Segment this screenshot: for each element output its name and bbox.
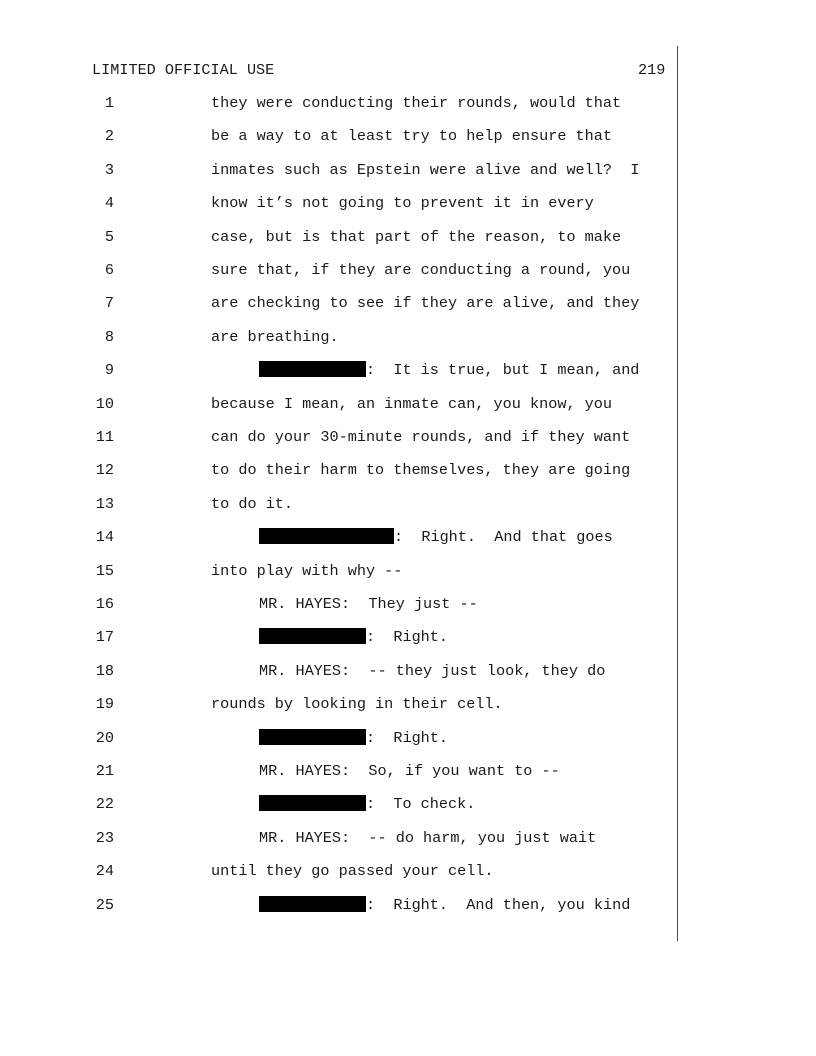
line-content: be a way to at least try to help ensure that (211, 127, 613, 146)
transcript-line (0, 528, 816, 548)
line-number: 21 (95, 762, 114, 780)
transcript-line (0, 562, 816, 582)
line-content: : To check. (366, 795, 476, 814)
line-text (211, 428, 630, 446)
transcript-line (0, 428, 816, 448)
transcript-line (0, 294, 816, 314)
line-number: 24 (95, 862, 114, 881)
transcript-line (0, 461, 816, 481)
line-text (211, 395, 612, 413)
line-number: 5 (104, 227, 114, 246)
transcript-line (0, 228, 816, 248)
line-text (211, 495, 293, 513)
line-number: 15 (95, 561, 114, 580)
line-content: : Right. (366, 628, 449, 647)
transcript-line (0, 695, 816, 715)
line-text (211, 161, 639, 179)
transcript-line (0, 194, 816, 214)
line-text (211, 194, 594, 212)
line-text (211, 228, 621, 246)
transcript-line (0, 862, 816, 882)
line-number: 22 (95, 795, 114, 814)
line-number: 11 (95, 428, 114, 446)
classification-header: LIMITED OFFICIAL USE (92, 61, 275, 79)
line-number: 1 (104, 94, 114, 112)
redaction-box (259, 361, 366, 377)
transcript-line (0, 662, 816, 682)
transcript-line (0, 628, 816, 648)
line-text (211, 94, 621, 112)
line-number: 7 (104, 294, 114, 313)
line-content: to do it. (211, 494, 294, 513)
redaction-box (259, 528, 394, 544)
line-text (259, 595, 478, 613)
transcript-line (0, 795, 816, 815)
line-number: 20 (95, 728, 114, 747)
line-number: 13 (95, 494, 114, 513)
line-content: MR. HAYES: -- they just look, they do (259, 661, 606, 680)
transcript-line (0, 328, 816, 348)
page-number: 219 (638, 61, 666, 79)
line-content: MR. HAYES: So, if you want to -- (259, 762, 560, 780)
line-text (211, 294, 639, 312)
speaker-line (259, 896, 630, 914)
line-number: 17 (95, 628, 114, 647)
line-number: 4 (104, 194, 114, 213)
line-content: : Right. And that goes (394, 528, 613, 547)
line-content: MR. HAYES: They just -- (259, 595, 478, 613)
transcript-line (0, 495, 816, 515)
speaker-line (259, 729, 448, 747)
line-content: are checking to see if they are alive, and they (211, 294, 640, 313)
transcript-line (0, 261, 816, 281)
line-number: 9 (104, 361, 114, 380)
line-number: 3 (104, 160, 114, 179)
speaker-line (259, 528, 613, 546)
line-content: : It is true, but I mean, and (366, 361, 640, 380)
line-content: rounds by looking in their cell. (211, 695, 503, 714)
transcript-line (0, 127, 816, 147)
line-content: because I mean, an inmate can, you know, you (211, 394, 613, 413)
transcript-line (0, 595, 816, 615)
line-number: 14 (95, 528, 114, 547)
line-content: can do your 30-minute rounds, and if they want (211, 428, 631, 446)
line-content: until they go passed your cell. (211, 862, 494, 881)
line-text (211, 695, 503, 713)
line-content: inmates such as Epstein were alive and well? I (211, 160, 640, 179)
redaction-box (259, 896, 366, 912)
line-number: 2 (104, 127, 114, 146)
transcript-line (0, 361, 816, 381)
line-number: 23 (95, 828, 114, 847)
speaker-line (259, 361, 639, 379)
line-text (211, 461, 630, 479)
line-text (211, 328, 339, 346)
line-text (211, 862, 494, 880)
line-text (211, 562, 402, 580)
line-number: 10 (95, 394, 114, 413)
transcript-line (0, 762, 816, 782)
speaker-line (259, 795, 475, 813)
line-number: 18 (95, 661, 114, 680)
line-content: into play with why -- (211, 561, 403, 580)
line-content: MR. HAYES: -- do harm, you just wait (259, 828, 597, 847)
transcript-line (0, 729, 816, 749)
line-number: 8 (104, 327, 114, 346)
line-content: case, but is that part of the reason, to make (211, 227, 622, 246)
line-number: 12 (95, 461, 114, 480)
line-content: : Right. And then, you kind (366, 895, 631, 914)
line-number: 6 (104, 261, 114, 279)
line-text (211, 261, 630, 279)
line-number: 25 (95, 895, 114, 914)
transcript-line (0, 161, 816, 181)
line-text (259, 829, 596, 847)
speaker-line (259, 628, 448, 646)
line-number: 16 (95, 595, 114, 613)
line-content: sure that, if they are conducting a round, you (211, 261, 631, 279)
line-text (211, 127, 612, 145)
line-content: know it’s not going to prevent it in every (211, 194, 594, 213)
transcript-line (0, 829, 816, 849)
line-content: to do their harm to themselves, they are going (211, 461, 631, 480)
transcript-line (0, 896, 816, 916)
line-number: 19 (95, 695, 114, 714)
redaction-box (259, 729, 366, 745)
line-content: they were conducting their rounds, would that (211, 94, 622, 112)
line-text (259, 762, 560, 780)
line-content: are breathing. (211, 327, 339, 346)
redaction-box (259, 628, 366, 644)
transcript-line (0, 94, 816, 114)
line-text (259, 662, 605, 680)
line-content: : Right. (366, 728, 449, 747)
redaction-box (259, 795, 366, 811)
transcript-line (0, 395, 816, 415)
